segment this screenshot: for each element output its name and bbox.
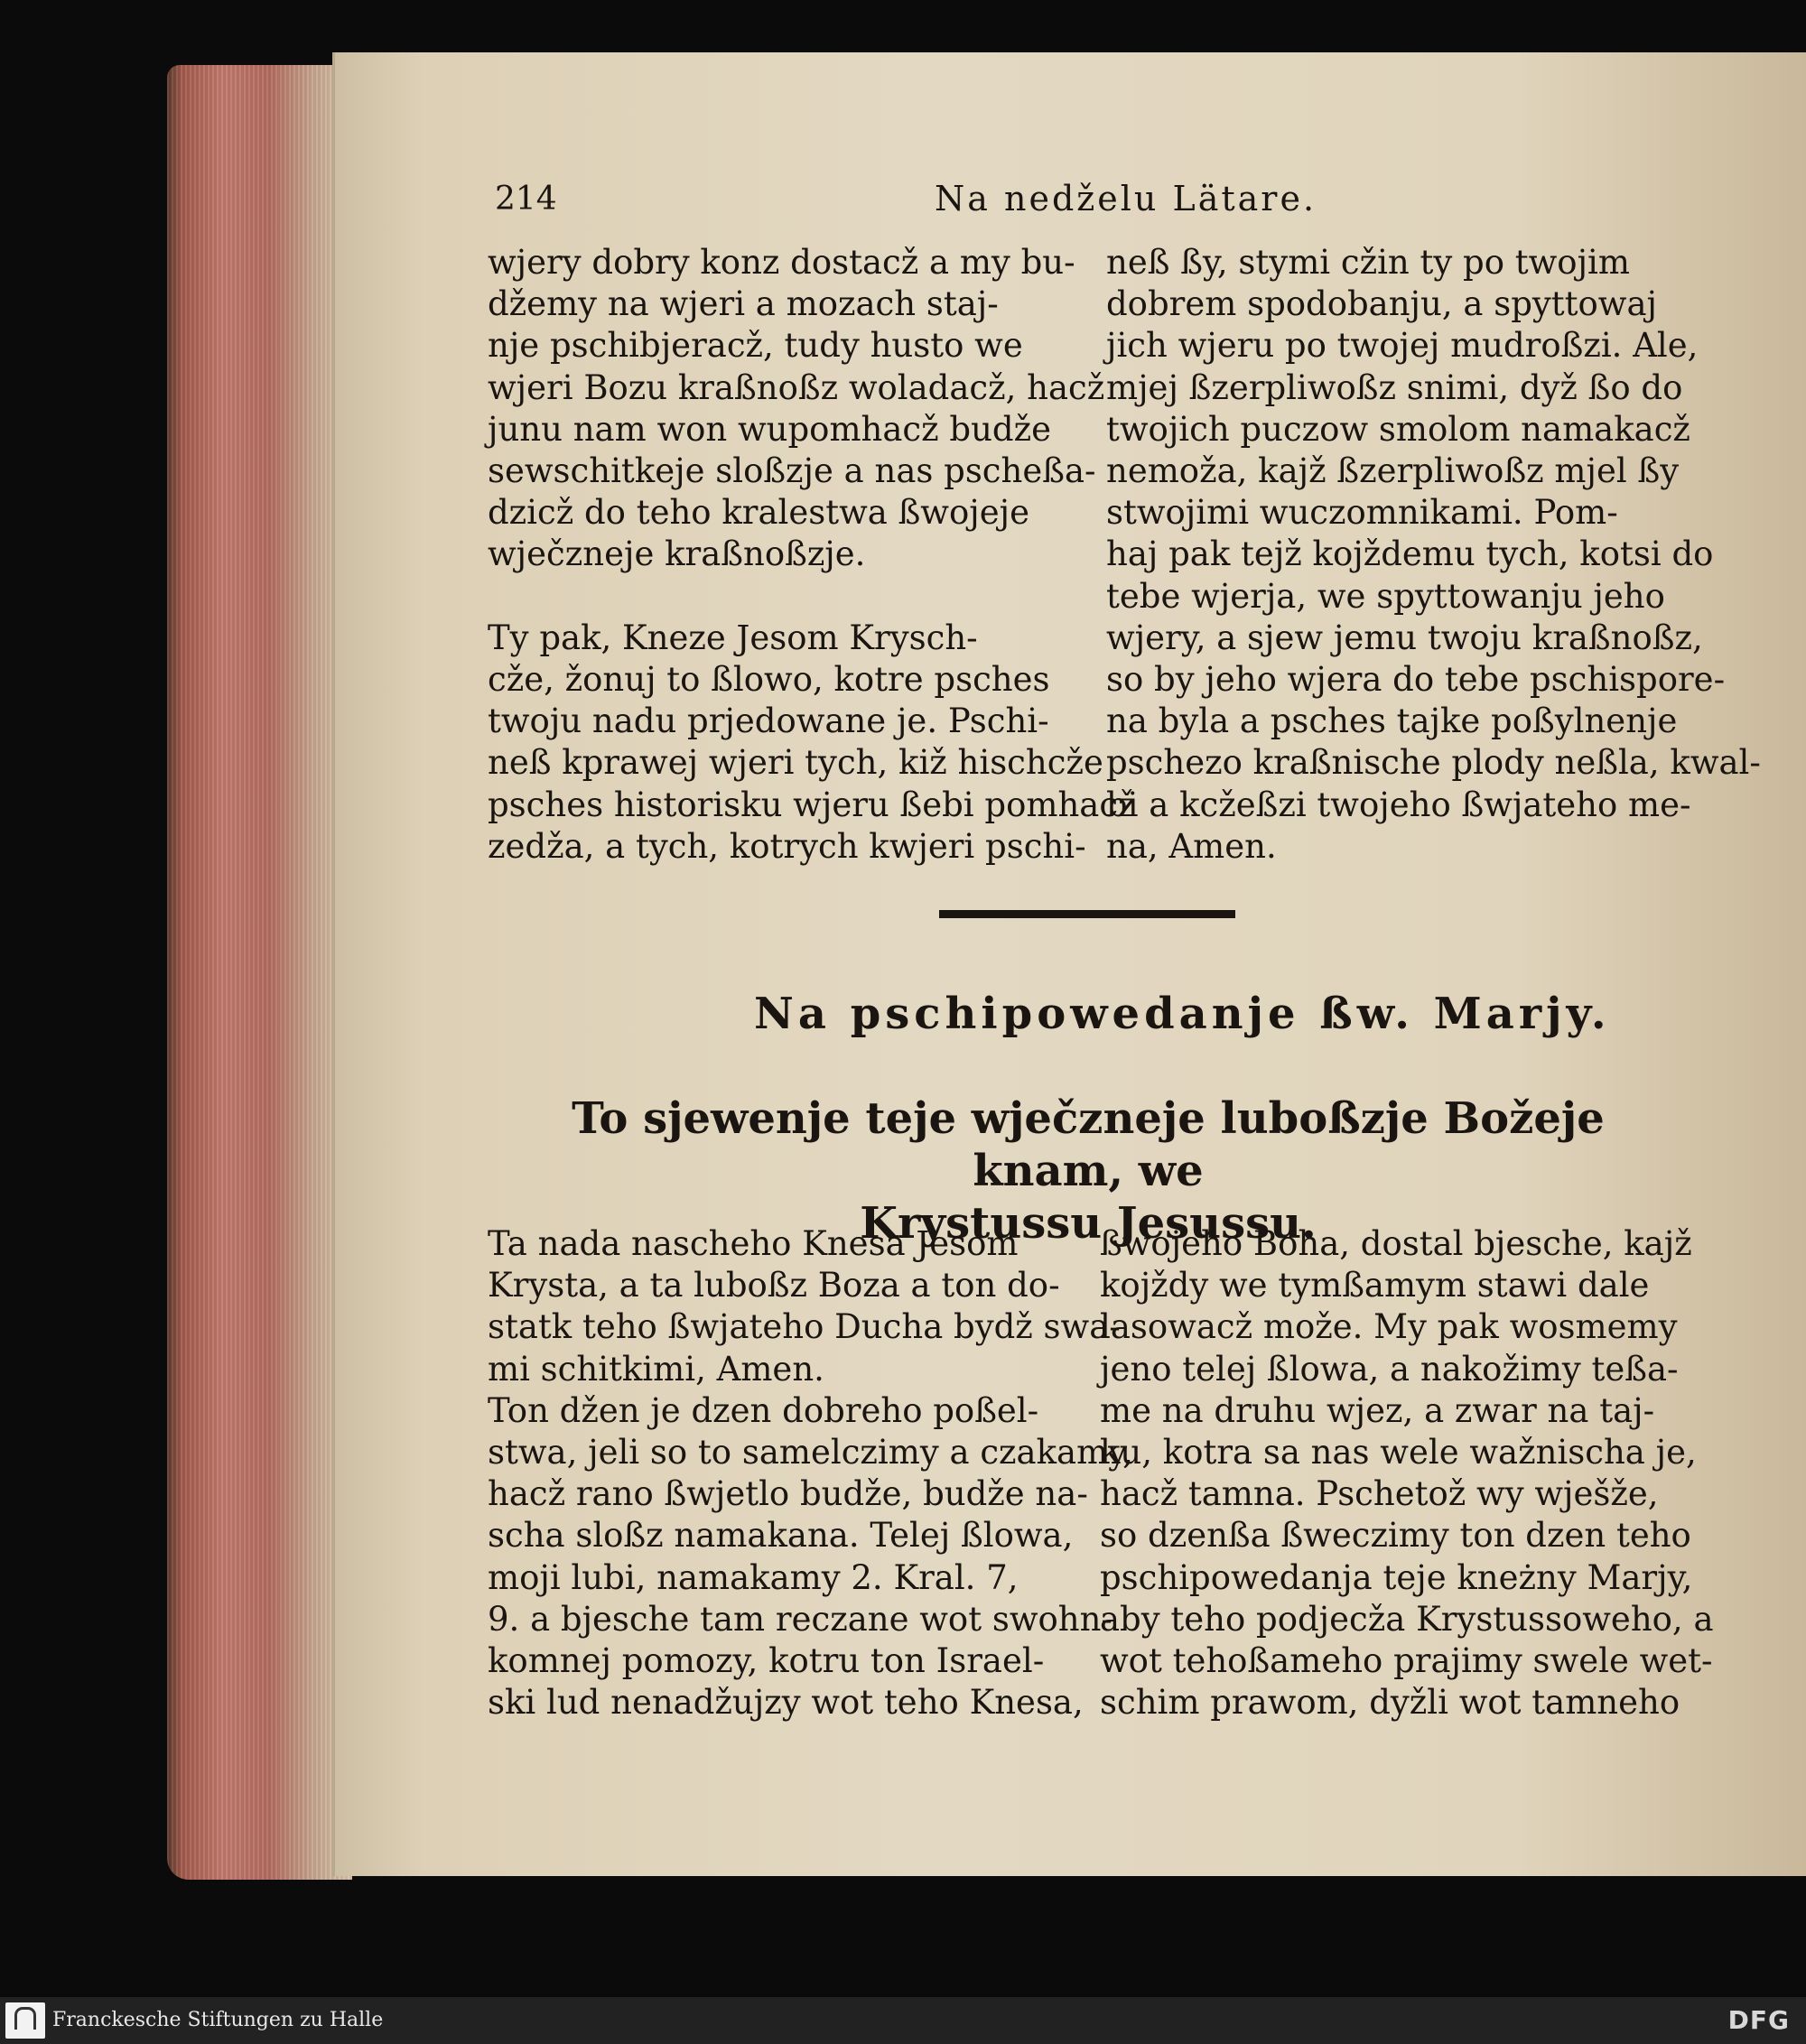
text-line: stwa, jeli so to samelczimy a czakamy, (488, 1433, 1133, 1473)
section-divider (939, 910, 1235, 918)
text-column-bottom-right (1100, 1223, 1714, 1723)
text-line: wječzneje kraßnoßzje. (488, 534, 866, 574)
text-line: zedža, a tych, kotrych kwjeri pschi- (488, 826, 1086, 866)
text-line: pschipowedanja teje kneżny Marjy, (1100, 1557, 1693, 1597)
section-heading: Na pschipowedanje ßw. Marjy. (754, 989, 1611, 1039)
text-line: Ta nada nascheho Knesa Jesom (488, 1224, 1019, 1263)
text-line: wjery, a sjew jemu twoju kraßnoßz, (1106, 618, 1703, 657)
text-line: aby teho podjecža Krystussoweho, a (1100, 1599, 1714, 1639)
text-line: ski lud nenadžujzy wot teho Knesa, (488, 1683, 1084, 1723)
text-line: wjery dobry konz dostacž a my bu- (488, 243, 1075, 282)
text-column-top-right (1106, 242, 1761, 868)
text-line: kojždy we tymßamym stawi dale (1100, 1266, 1650, 1305)
text-line: psches historisku wjeru ßebi pomhacž (488, 785, 1136, 824)
text-line: komnej pomozy, kotru ton Israel- (488, 1641, 1045, 1681)
text-line: na byla a psches tajke poßylnenje (1106, 701, 1678, 741)
text-line: džemy na wjeri a mozach staj- (488, 284, 999, 324)
text-line: hacž tamna. Pschetož wy wješže, (1100, 1474, 1659, 1514)
text-line: cže, žonuj to ßlowo, kotre psches (488, 660, 1050, 700)
text-line: mjej ßzerpliwoßz snimi, dyž ßo do (1106, 367, 1683, 407)
page-number: 214 (495, 181, 557, 218)
text-line: sewschitkeje sloßzje a nas pscheßa- (488, 451, 1096, 491)
text-line: neß kprawej wjeri tych, kiž hischcže (488, 743, 1103, 783)
text-line: haj pak tejž kojždemu tych, kotsi do (1106, 534, 1714, 574)
text-line: stwojimi wuczomnikami. Pom- (1106, 493, 1618, 533)
footer-institution-link[interactable]: Franckesche Stiftungen zu Halle (52, 2009, 384, 2031)
text-line: moji lubi, namakamy 2. Kral. 7, (488, 1557, 1019, 1597)
text-line: nje pschibjeracž, tudy husto we (488, 326, 1023, 366)
page-edges (167, 65, 352, 1880)
running-head: Na nedželu Lätare. (935, 179, 1317, 218)
text-line: dzicž do teho kralestwa ßwojeje (488, 493, 1029, 533)
text-line: Krysta, a ta luboßz Boza a ton do- (488, 1266, 1060, 1305)
text-line: so dzenßa ßweczimy ton dzen teho (1100, 1516, 1691, 1556)
text-line: tebe wjerja, we spyttowanju jeho (1106, 576, 1665, 616)
text-line: Ty pak, Kneze Jesom Krysch- (488, 618, 978, 657)
text-line: 9. a bjesche tam reczane wot swohn- (488, 1599, 1112, 1639)
text-line: statk teho ßwjateho Ducha bydž swa- (488, 1307, 1121, 1347)
sermon-theme-line: Krystussu Jesussu. (860, 1198, 1317, 1249)
viewer-footer (0, 1997, 1806, 2044)
text-line: hacž rano ßwjetlo budže, budže na- (488, 1474, 1088, 1514)
text-line: nemoža, kajž ßzerpliwoßz mjel ßy (1106, 451, 1680, 491)
text-line: neß ßy, stymi cžin ty po twojim (1106, 243, 1630, 282)
text-line: wot tehoßameho prajimy swele wet- (1100, 1641, 1713, 1681)
text-line: mi schitkimi, Amen. (488, 1349, 824, 1389)
text-line (488, 576, 1084, 618)
text-column-bottom-left (488, 1223, 1133, 1723)
text-line: lasowacž može. My pak wosmemy (1100, 1307, 1678, 1347)
text-line: me na druhu wjez, a zwar na taj- (1100, 1390, 1655, 1430)
text-line: ßwojeho Boha, dostal bjesche, kajž (1100, 1224, 1692, 1263)
text-line: twoju nadu prjedowane je. Pschi- (488, 701, 1049, 741)
text-line: so by jeho wjera do tebe pschispore- (1106, 660, 1726, 700)
text-column-top-left (488, 242, 1136, 868)
footer-funder-logo[interactable]: DFG (1727, 2005, 1790, 2035)
text-line: schim prawom, dyžli wot tamneho (1100, 1683, 1680, 1723)
sermon-theme-line: To sjewenje teje wječzneje luboßzje Božeje knam, we (572, 1093, 1605, 1196)
text-line: junu nam won wupomhacž budže (488, 409, 1051, 449)
text-line: ku, kotra sa nas wele wažnischa je, (1100, 1433, 1697, 1473)
text-line: twojich puczow smolom namakacž (1106, 409, 1690, 449)
text-line: bi a kcžeßzi twojeho ßwjateho me- (1106, 785, 1691, 824)
text-line: pschezo kraßnische plody neßla, kwal- (1106, 743, 1761, 783)
institution-logo-icon (5, 2002, 45, 2039)
text-line: scha sloßz namakana. Telej ßlowa, (488, 1516, 1074, 1556)
text-line: na, Amen. (1106, 826, 1277, 866)
text-line: jeno telej ßlowa, a nakožimy teßa- (1100, 1349, 1679, 1389)
text-line: dobrem spodobanju, a spyttowaj (1106, 284, 1657, 324)
text-line: wjeri Bozu kraßnoßz woladacž, hacž (488, 367, 1105, 407)
text-line: jich wjeru po twojej mudroßzi. Ale, (1106, 326, 1699, 366)
text-line: Ton džen je dzen dobreho poßel- (488, 1390, 1039, 1430)
